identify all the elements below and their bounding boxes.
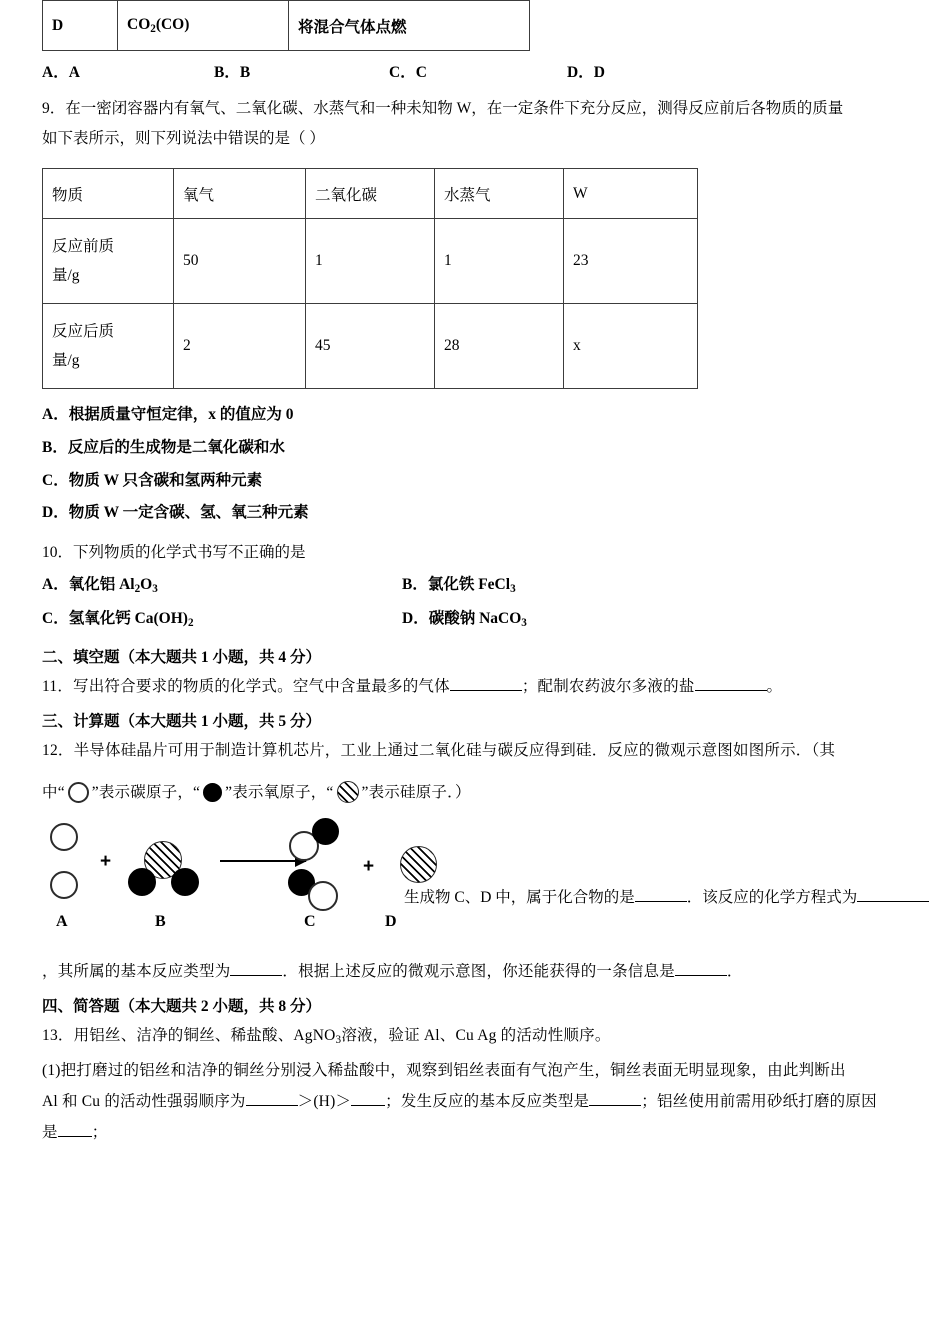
cell-before-w: 23: [564, 219, 698, 304]
reaction-arrow-icon: [220, 860, 306, 862]
question-10-stem: 10．下列物质的化学式书写不正确的是: [42, 543, 306, 561]
question-11: [42, 673, 914, 702]
continued-options-table: [42, 0, 530, 51]
q13-p1-text-1: Al 和 Cu 的活动性强弱顺序为: [42, 1092, 246, 1110]
section-4-heading: 四、简答题（本大题共 2 小题，共 8 分）: [42, 998, 322, 1016]
q13-blank-4[interactable]: [58, 1136, 92, 1137]
q9-option-c: C．物质 W 只含碳和氢两种元素: [42, 471, 263, 489]
q12-after-text-2: ．该反应的化学方程式为: [686, 889, 858, 907]
table-row: [43, 1, 530, 51]
cell-after-co2: 45: [306, 304, 435, 389]
q13-blank-2[interactable]: [351, 1105, 385, 1106]
cell-option: D: [43, 1, 118, 51]
carbon-atom-icon: [68, 782, 89, 803]
q12-blank-4[interactable]: [675, 975, 727, 976]
q13-blank-3[interactable]: [589, 1105, 641, 1106]
oxygen-atom-icon: [203, 783, 222, 802]
row-label-after: [43, 304, 174, 389]
q13-blank-1[interactable]: [246, 1105, 298, 1106]
q12-after-text-1: 生成物 C、D 中，属于化合物的是: [404, 889, 635, 907]
q12-line3-text-3: ．: [726, 963, 743, 981]
legend-text-1: 中“: [42, 783, 65, 801]
reactant-b-oxygen-1: [128, 868, 156, 896]
q10-option-c: [42, 602, 402, 636]
product-c-carbon-2: [308, 881, 338, 911]
diagram-label-b: B: [155, 913, 166, 931]
q12-line3-text-1: ，其所属的基本反应类型为: [42, 963, 231, 981]
reactant-a-carbon-1: [50, 823, 78, 851]
q9-option-d: D．物质 W 一定含碳、氢、氧三种元素: [42, 504, 309, 522]
header-w: W: [564, 169, 698, 219]
q10-option-a-label: A．氧化铝 Al: [42, 575, 135, 593]
q10-option-d-label: D．碳酸钠 NaCO: [402, 609, 522, 627]
q11-blank-2[interactable]: [695, 690, 767, 691]
cell-before-co2: 1: [306, 219, 435, 304]
q13-stem-text-2: 溶液，验证 Al、Cu Ag 的活动性顺序。: [341, 1026, 611, 1044]
choices-row-q8: [42, 60, 914, 82]
q12-blank-1[interactable]: [635, 901, 687, 902]
choice-b: B．B: [214, 64, 251, 81]
row-label-before: [43, 219, 174, 304]
q10-option-d: [402, 602, 527, 636]
page-content: [42, 0, 914, 1148]
header-carbon-dioxide: 二氧化碳: [306, 169, 435, 219]
question-9-data-table: [42, 168, 698, 389]
reaction-diagram: [42, 813, 914, 941]
row-label-before-l1: 反应前质: [52, 238, 115, 255]
cell-after-water: 28: [435, 304, 564, 389]
product-d-silicon: [400, 846, 437, 883]
product-c-oxygen-1: [312, 818, 339, 845]
question-9-stem-line1: 9．在一密闭容器内有氧气、二氧化碳、水蒸气和一种未知物 W，在一定条件下充分反应，测得反应前后各物质的质量: [42, 100, 844, 117]
table-header-row: [43, 169, 698, 219]
header-water-vapor: 水蒸气: [435, 169, 564, 219]
cell-after-oxygen: 2: [174, 304, 306, 389]
q13-p1-text-5: 是: [42, 1123, 58, 1141]
q10-options-row-2: [42, 602, 914, 636]
plus-sign-1: +: [100, 851, 112, 873]
q10-c-sub1: 2: [187, 616, 194, 629]
q11-text-1: 11．写出符合要求的物质的化学式。空气中含量最多的气体: [42, 677, 450, 695]
table-row-before: [43, 219, 698, 304]
diagram-label-a: A: [56, 913, 68, 931]
q13-p1-text-2: ＞(H)＞: [297, 1092, 352, 1110]
q10-option-c-label: C．氢氧化钙 Ca(OH): [42, 609, 188, 627]
choice-c: C．C: [389, 64, 427, 81]
q12-blank-2[interactable]: [857, 901, 929, 902]
reactant-a-carbon-2: [50, 871, 78, 899]
section-3-heading: 三、计算题（本大题共 1 小题，共 5 分）: [42, 713, 322, 731]
cell-method: 将混合气体点燃: [289, 1, 530, 51]
q10-option-a: [42, 568, 402, 602]
cell-before-oxygen: 50: [174, 219, 306, 304]
q10-a-sub1: 2: [134, 582, 141, 595]
q9-option-b: B．反应后的生成物是二氧化碳和水: [42, 438, 285, 456]
q10-option-b: [402, 568, 516, 602]
q11-text-2: ；配制农药波尔多液的盐: [521, 677, 695, 695]
q12-line3-text-2: ．根据上述反应的微观示意图，你还能获得的一条信息是: [282, 963, 675, 981]
question-12-after-diagram: [404, 885, 929, 907]
question-12-line1: 12．半导体硅晶片可用于制造计算机芯片，工业上通过二氧化硅与碳反应得到硅．反应的微观示意图如图所示．（其: [42, 741, 836, 759]
row-label-before-l2: 量/g: [52, 267, 80, 285]
cell-before-water: 1: [435, 219, 564, 304]
question-13-stem: [42, 1022, 914, 1051]
diagram-label-d: D: [385, 913, 397, 931]
choice-d: D．D: [567, 64, 605, 81]
legend-text-3: ”表示氧原子，“: [225, 783, 334, 801]
question-12-legend-line: [42, 778, 914, 807]
legend-text-2: ”表示碳原子，“: [91, 783, 201, 801]
cell-after-w: x: [564, 304, 698, 389]
legend-text-4: ”表示硅原子．）: [361, 783, 471, 801]
q10-a-sub2: 3: [152, 582, 158, 595]
diagram-label-c: C: [304, 913, 316, 931]
q10-b-sub1: 3: [510, 582, 516, 595]
q13-p1-text-3: ；发生反应的基本反应类型是: [385, 1092, 590, 1110]
section-2-heading: 二、填空题（本大题共 1 小题，共 4 分）: [42, 649, 322, 667]
q10-a-mid: O: [140, 575, 153, 593]
choice-a: A．A: [42, 64, 80, 81]
q12-blank-3[interactable]: [230, 975, 282, 976]
question-12-line3: [42, 957, 914, 986]
q9-option-a: A．根据质量守恒定律，x 的值应为 0: [42, 406, 294, 424]
q11-blank-1[interactable]: [450, 690, 522, 691]
q11-text-3: 。: [766, 677, 783, 695]
row-label-after-l1: 反应后质: [52, 323, 115, 340]
q13-stem-sub: 3: [335, 1033, 342, 1046]
table-row-after: [43, 304, 698, 389]
header-oxygen: 氧气: [174, 169, 306, 219]
reactant-b-oxygen-2: [171, 868, 199, 896]
header-substance: 物质: [43, 169, 174, 219]
question-9-stem-line2: 如下表所示，则下列说法中错误的是（ ）: [42, 130, 325, 148]
row-label-after-l2: 量/g: [52, 352, 80, 370]
q10-option-b-label: B．氯化铁 FeCl: [402, 575, 511, 593]
question-13-part1-line2: [42, 1086, 914, 1117]
cell-substance: $CO_2(CO)$: [118, 1, 289, 51]
silicon-atom-icon: [337, 781, 359, 803]
q10-d-sub1: 3: [521, 616, 527, 629]
question-13-part1-line3: [42, 1117, 914, 1148]
plus-sign-2: +: [363, 856, 375, 878]
subscript-2: 2: [150, 22, 156, 35]
question-13-part1-line1: (1)把打磨过的铝丝和洁净的铜丝分别浸入稀盐酸中，观察到铝丝表面有气泡产生，铜丝表面无明显现象，由此判断出: [42, 1061, 846, 1079]
q10-options-row-1: [42, 568, 914, 602]
q13-stem-text-1: 13．用铝丝、洁净的铜丝、稀盐酸、AgNO: [42, 1026, 336, 1044]
q13-p1-text-4: ；铝丝使用前需用砂纸打磨的原因: [641, 1092, 877, 1110]
q13-p1-text-6: ；: [91, 1123, 108, 1141]
